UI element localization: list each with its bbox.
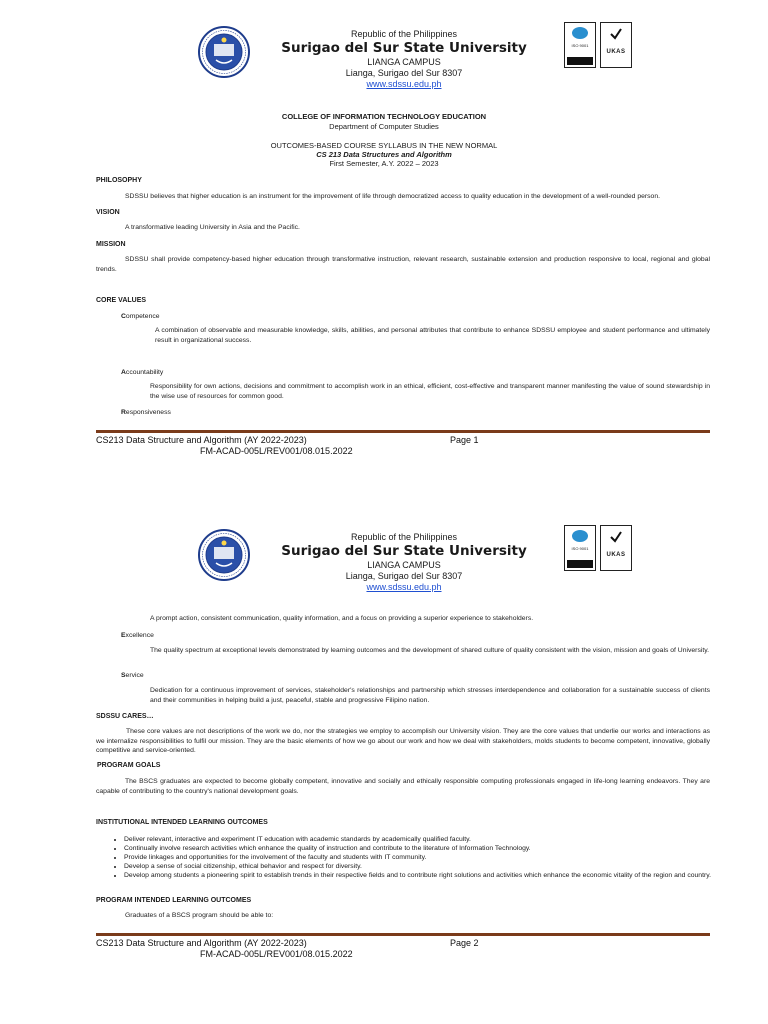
footer-course-line: CS213 Data Structure and Algorithm (AY 2022-2023) — [96, 435, 307, 445]
university-name: Surigao del Sur State University — [281, 543, 527, 559]
university-name: Surigao del Sur State University — [281, 40, 527, 56]
program-goals-heading: PROGRAM GOALS — [97, 762, 161, 769]
nqa-iso-certification-icon: ISO 9001 — [564, 525, 596, 571]
competence-text: A combination of observable and measurable knowledge, skills, abilities, and personal attributes that contribute to enhance SDSSU employee and student performance and ultimately result in organizational success. — [155, 327, 710, 344]
philosophy-heading: PHILOSOPHY — [96, 177, 142, 184]
campus-name: LIANGA CAMPUS — [367, 560, 441, 570]
campus-address: Lianga, Surigao del Sur 8307 — [345, 571, 463, 581]
campus-address: Lianga, Surigao del Sur 8307 — [345, 68, 463, 78]
list-item: • Develop among students a pioneering spirit to establish trends in their respective fields and to contribute right solutions and activities which enhance the economic vitality of the region and country. — [124, 871, 724, 880]
header-text — [0, 29, 768, 90]
certification-logos — [564, 22, 634, 68]
page-header — [0, 525, 768, 600]
mission-text: SDSSU shall provide competency-based higher education through transformative instruction, relevant research, sustainable extension and production responsive to local, regional and global trends. — [96, 256, 710, 273]
semester-line: First Semester, A.Y. 2022 – 2023 — [329, 159, 439, 168]
core-value-service: Service — [121, 672, 144, 679]
website-link[interactable]: www.sdssu.edu.ph — [366, 582, 442, 592]
course-title: CS 213 Data Structures and Algorithm — [316, 150, 452, 159]
mission-heading: MISSION — [96, 241, 126, 248]
footer-rule — [96, 933, 710, 936]
service-text: Dedication for a continuous improvement of services, stakeholder's relationships and partnership which stresses interdependence and collaboration for a sustainable success of clients and their communities in helping build a just, peaceful, stable and progressive Filipino nation. — [150, 687, 710, 704]
page-number: Page 1 — [450, 435, 479, 445]
core-value-excellence: Excellence — [121, 632, 154, 639]
core-value-accountability: Accountability — [121, 369, 164, 376]
list-item: • Deliver relevant, interactive and experiment IT education with academic standards by academically qualified faculty. — [124, 835, 724, 844]
pilo-text: Graduates of a BSCS program should be able to: — [125, 912, 274, 919]
nqa-iso-certification-icon: ISO 9001 — [564, 22, 596, 68]
college-name: COLLEGE OF INFORMATION TECHNOLOGY EDUCATION — [281, 112, 487, 121]
header-text — [0, 532, 768, 593]
website-link[interactable]: www.sdssu.edu.ph — [366, 79, 442, 89]
syllabus-title: OUTCOMES-BASED COURSE SYLLABUS IN THE NEW NORMAL — [270, 141, 498, 150]
certification-logos — [564, 525, 634, 571]
philosophy-text: SDSSU believes that higher education is an instrument for the improvement of life through democratized access to quality education in the development of a well-rounded person. — [125, 193, 660, 200]
list-item: • Develop a sense of social citizenship, ethical behavior and respect for diversity. — [124, 862, 724, 871]
core-value-competence: Competence — [121, 313, 160, 320]
footer-rule — [96, 430, 710, 433]
department-name: Department of Computer Studies — [329, 122, 439, 131]
sdssu-cares-heading: SDSSU CARES… — [96, 713, 154, 720]
excellence-text: The quality spectrum at exceptional levels demonstrated by learning outcomes and the development of shared culture of quality consistent with the vision, mission and goals of University. — [150, 647, 710, 654]
ukas-certification-icon: UKAS — [600, 22, 632, 68]
list-item: • Continually involve research activities which enhance the quality of instruction and contribute to the literature of Information Technology. — [124, 844, 724, 853]
ukas-certification-icon: UKAS — [600, 525, 632, 571]
pilo-heading: PROGRAM INTENDED LEARNING OUTCOMES — [96, 897, 252, 904]
ilo-heading: INSTITUTIONAL INTENDED LEARNING OUTCOMES — [96, 819, 268, 826]
list-item: • Provide linkages and opportunities for the involvement of the faculty and students with IT community. — [124, 853, 724, 862]
footer-form-code: FM-ACAD-005L/REV001/08.015.2022 — [200, 949, 353, 959]
accountability-text: Responsibility for own actions, decisions and commitment to accomplish work in an ethical, efficient, cost-effective and transparent manner manifesting the value of sound stewardship in the wise use of resources for common good. — [150, 383, 710, 400]
core-value-responsiveness: Responsiveness — [121, 409, 171, 416]
page-header — [0, 22, 768, 97]
footer-form-code: FM-ACAD-005L/REV001/08.015.2022 — [200, 446, 353, 456]
republic-line: Republic of the Philippines — [350, 29, 458, 39]
program-goals-text: The BSCS graduates are expected to become globally competent, innovative and socially and ethically responsible computing professionals engaged in life-long learning endeavors. They are capable of contributing to the country's national development goals. — [96, 778, 710, 795]
document-page-1 — [0, 0, 768, 503]
footer-course-line: CS213 Data Structure and Algorithm (AY 2022-2023) — [96, 938, 307, 948]
responsiveness-text: A prompt action, consistent communication, quality information, and a focus on providing a superior experience to stakeholders. — [150, 615, 534, 622]
document-page-2 — [0, 503, 768, 1006]
ilo-list — [110, 835, 724, 880]
sdssu-cares-text: These core values are not descriptions of the work we do, nor the strategies we employ to accomplish our University vision. They are the core values that underlie our works and interactions as we internalize responsibilities to fulfil our mission. They are the basic elements of how we go about our work and how we deal with stakeholders, molds students to become competent, innovative, globally competitive and service-oriented. — [96, 728, 710, 754]
campus-name: LIANGA CAMPUS — [367, 57, 441, 67]
vision-heading: VISION — [96, 209, 120, 216]
vision-text: A transformative leading University in Asia and the Pacific. — [125, 224, 300, 231]
republic-line: Republic of the Philippines — [350, 532, 458, 542]
page-number: Page 2 — [450, 938, 479, 948]
core-values-heading: CORE VALUES — [96, 297, 147, 304]
